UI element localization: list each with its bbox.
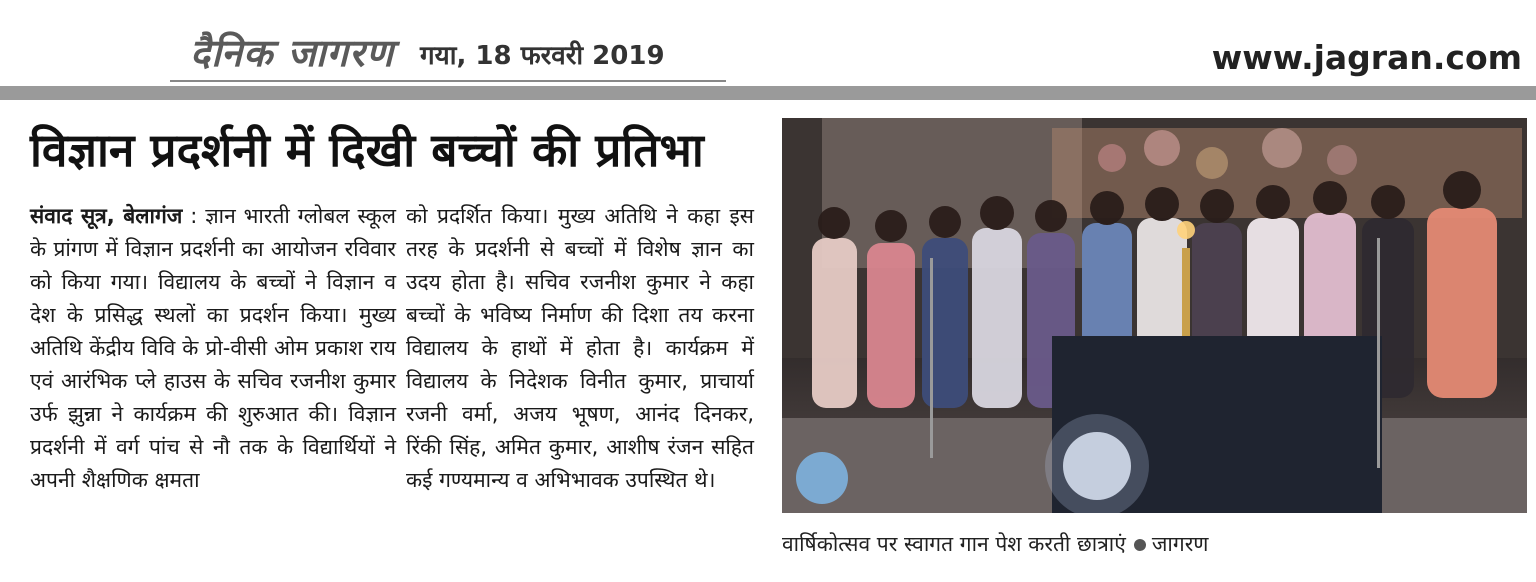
photo-caption-text: वार्षिकोत्सव पर स्वागत गान पेश करती छात्राएं xyxy=(782,532,1126,556)
photo-caption xyxy=(782,530,1208,558)
article-byline: संवाद सूत्र, बेलागंज xyxy=(30,204,183,228)
article-column-1 xyxy=(30,200,396,497)
event-photo xyxy=(782,118,1527,513)
website-link[interactable]: www.jagran.com xyxy=(1211,38,1522,77)
bullet-icon xyxy=(1134,539,1146,551)
header-divider-band xyxy=(0,86,1536,100)
newspaper-logo: दैनिक जागरण xyxy=(190,31,394,75)
article-body-part-1: : ज्ञान भारती ग्लोबल स्कूल के प्रांगण में विज्ञान प्रदर्शनी का आयोजन रविवार को किया गया। विद्यालय के बच्चों ने विज्ञान व देश के प्रसिद्ध स्थलों का प्रदर्शन किया। मुख्य अतिथि केंद्रीय विवि के प्रो-वीसी ओम प्रकाश राय एवं आरंभिक प्ले हाउस के सचिव रजनीश कुमार उर्फ झुन्ना ने कार्यक्रम की शुरुआत की। विज्ञान प्रदर्शनी में वर्ग पांच से नौ तक के विद्यार्थियों ने अपनी शैक्षणिक क्षमता xyxy=(30,204,396,492)
masthead-rule xyxy=(170,80,726,82)
masthead xyxy=(0,0,1536,86)
article-headline: विज्ञान प्रदर्शनी में दिखी बच्चों की प्रतिभा xyxy=(30,123,704,177)
dateline: गया, 18 फरवरी 2019 xyxy=(420,41,665,71)
photo-credit: जागरण xyxy=(1151,532,1209,556)
article-column-2 xyxy=(406,200,754,497)
article-body-part-2: को प्रदर्शित किया। मुख्य अतिथि ने कहा इस तरह के प्रदर्शनी से बच्चों में विशेष ज्ञान का उदय होता है। सचिव रजनीश कुमार ने कहा बच्चों के भविष्य निर्माण की दिशा तय करना विद्यालय के हाथों में होता है। कार्यक्रम में विद्यालय के निदेशक विनीत कुमार, प्राचार्या रजनी वर्मा, अजय भूषण, आनंद दिनकर, रिंकी सिंह, अमित कुमार, आशीष रंजन सहित कई गण्यमान्य व अभिभावक उपस्थित थे। xyxy=(406,204,754,492)
